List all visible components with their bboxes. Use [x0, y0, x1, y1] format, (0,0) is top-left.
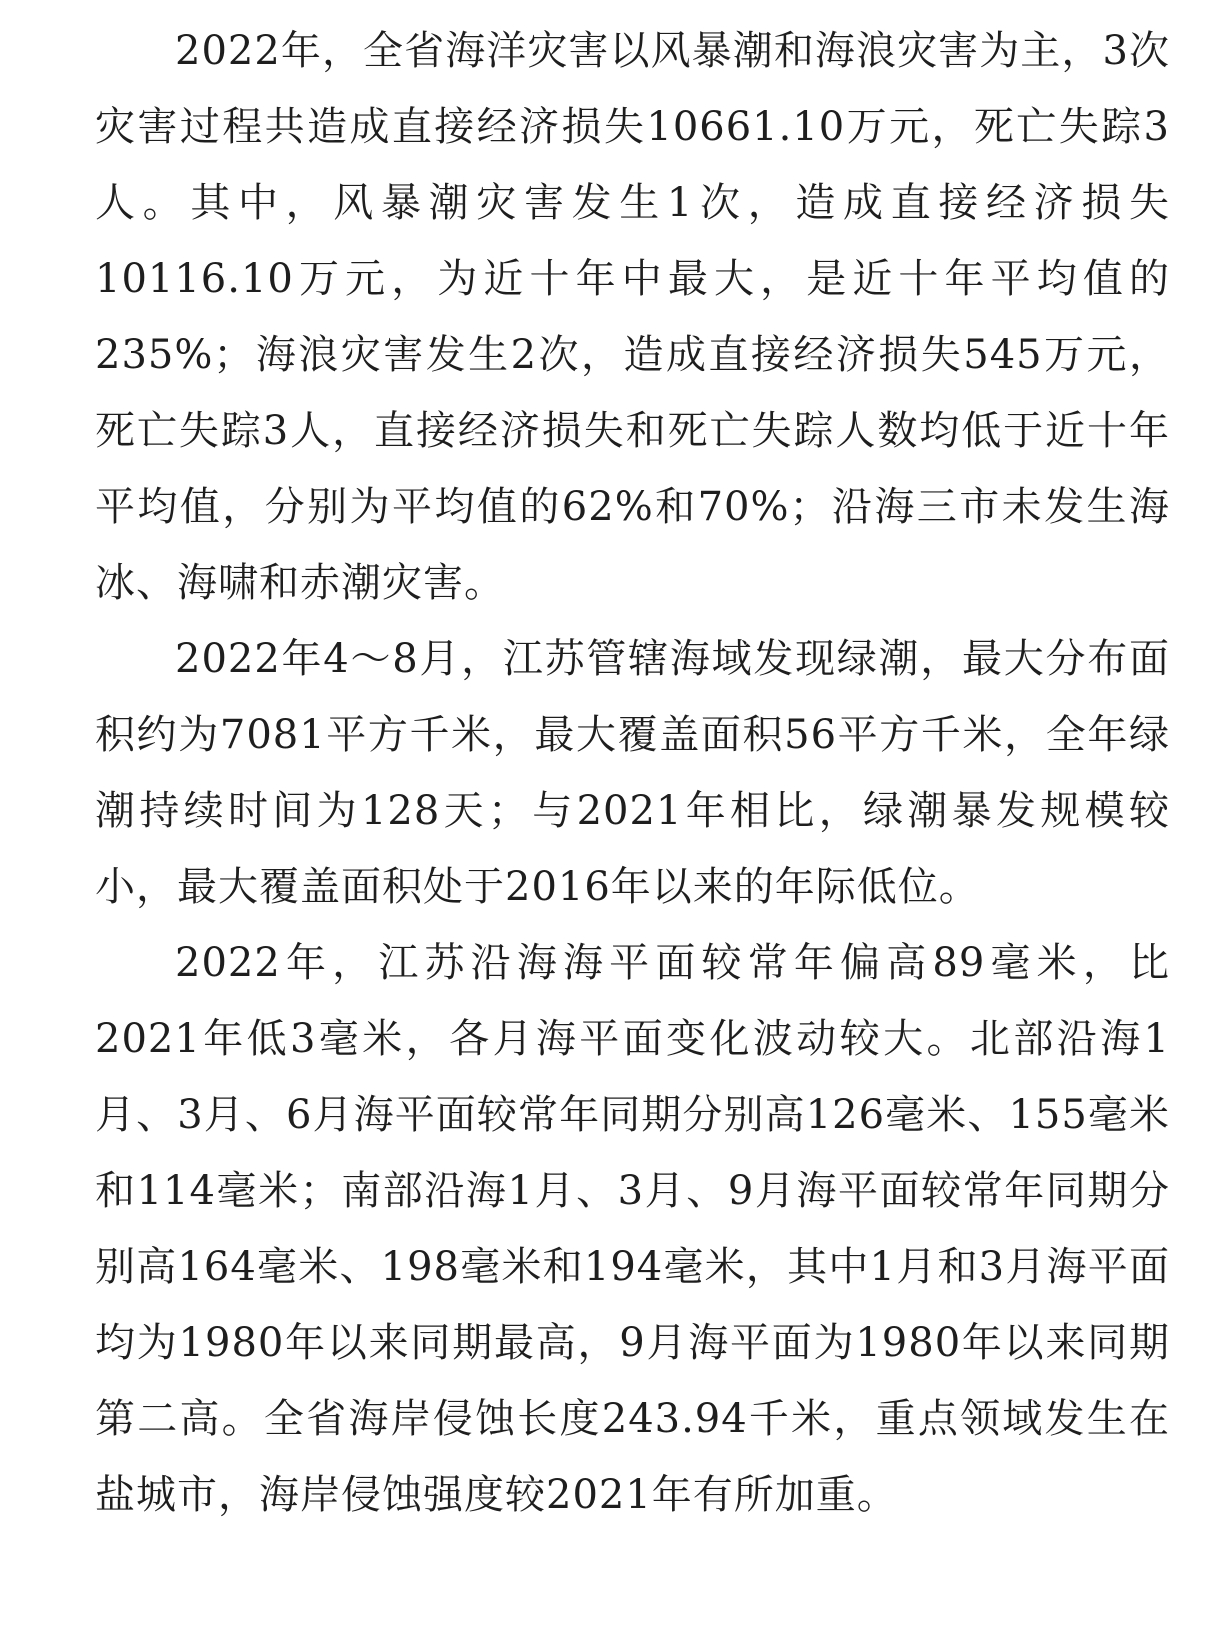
- paragraph-marine-disasters: 2022年，全省海洋灾害以风暴潮和海浪灾害为主，3次灾害过程共造成直接经济损失10661.10万元，死亡失踪3人。其中，风暴潮灾害发生1次，造成直接经济损失10116.10万元，为近十年中最大，是近十年平均值的235%；海浪灾害发生2次，造成直接经济损失545万元，死亡失踪3人，直接经济损失和死亡失踪人数均低于近十年平均值，分别为平均值的62%和70%；沿海三市未发生海冰、海啸和赤潮灾害。: [95, 28, 1170, 606]
- paragraph-sea-level: 2022年，江苏沿海海平面较常年偏高89毫米，比2021年低3毫米，各月海平面变化波动较大。北部沿海1月、3月、6月海平面较常年同期分别高126毫米、155毫米和114毫米；南部沿海1月、3月、9月海平面较常年同期分别高164毫米、198毫米和194毫米，其中1月和3月海平面均为1980年以来同期最高，9月海平面为1980年以来同期第二高。全省海岸侵蚀长度243.94千米，重点领域发生在盐城市，海岸侵蚀强度较2021年有所加重。: [95, 940, 1170, 1518]
- document-page: [95, 0, 1170, 1533]
- paragraph-green-tide: 2022年4～8月，江苏管辖海域发现绿潮，最大分布面积约为7081平方千米，最大覆盖面积56平方千米，全年绿潮持续时间为128天；与2021年相比，绿潮暴发规模较小，最大覆盖面积处于2016年以来的年际低位。: [95, 636, 1170, 910]
